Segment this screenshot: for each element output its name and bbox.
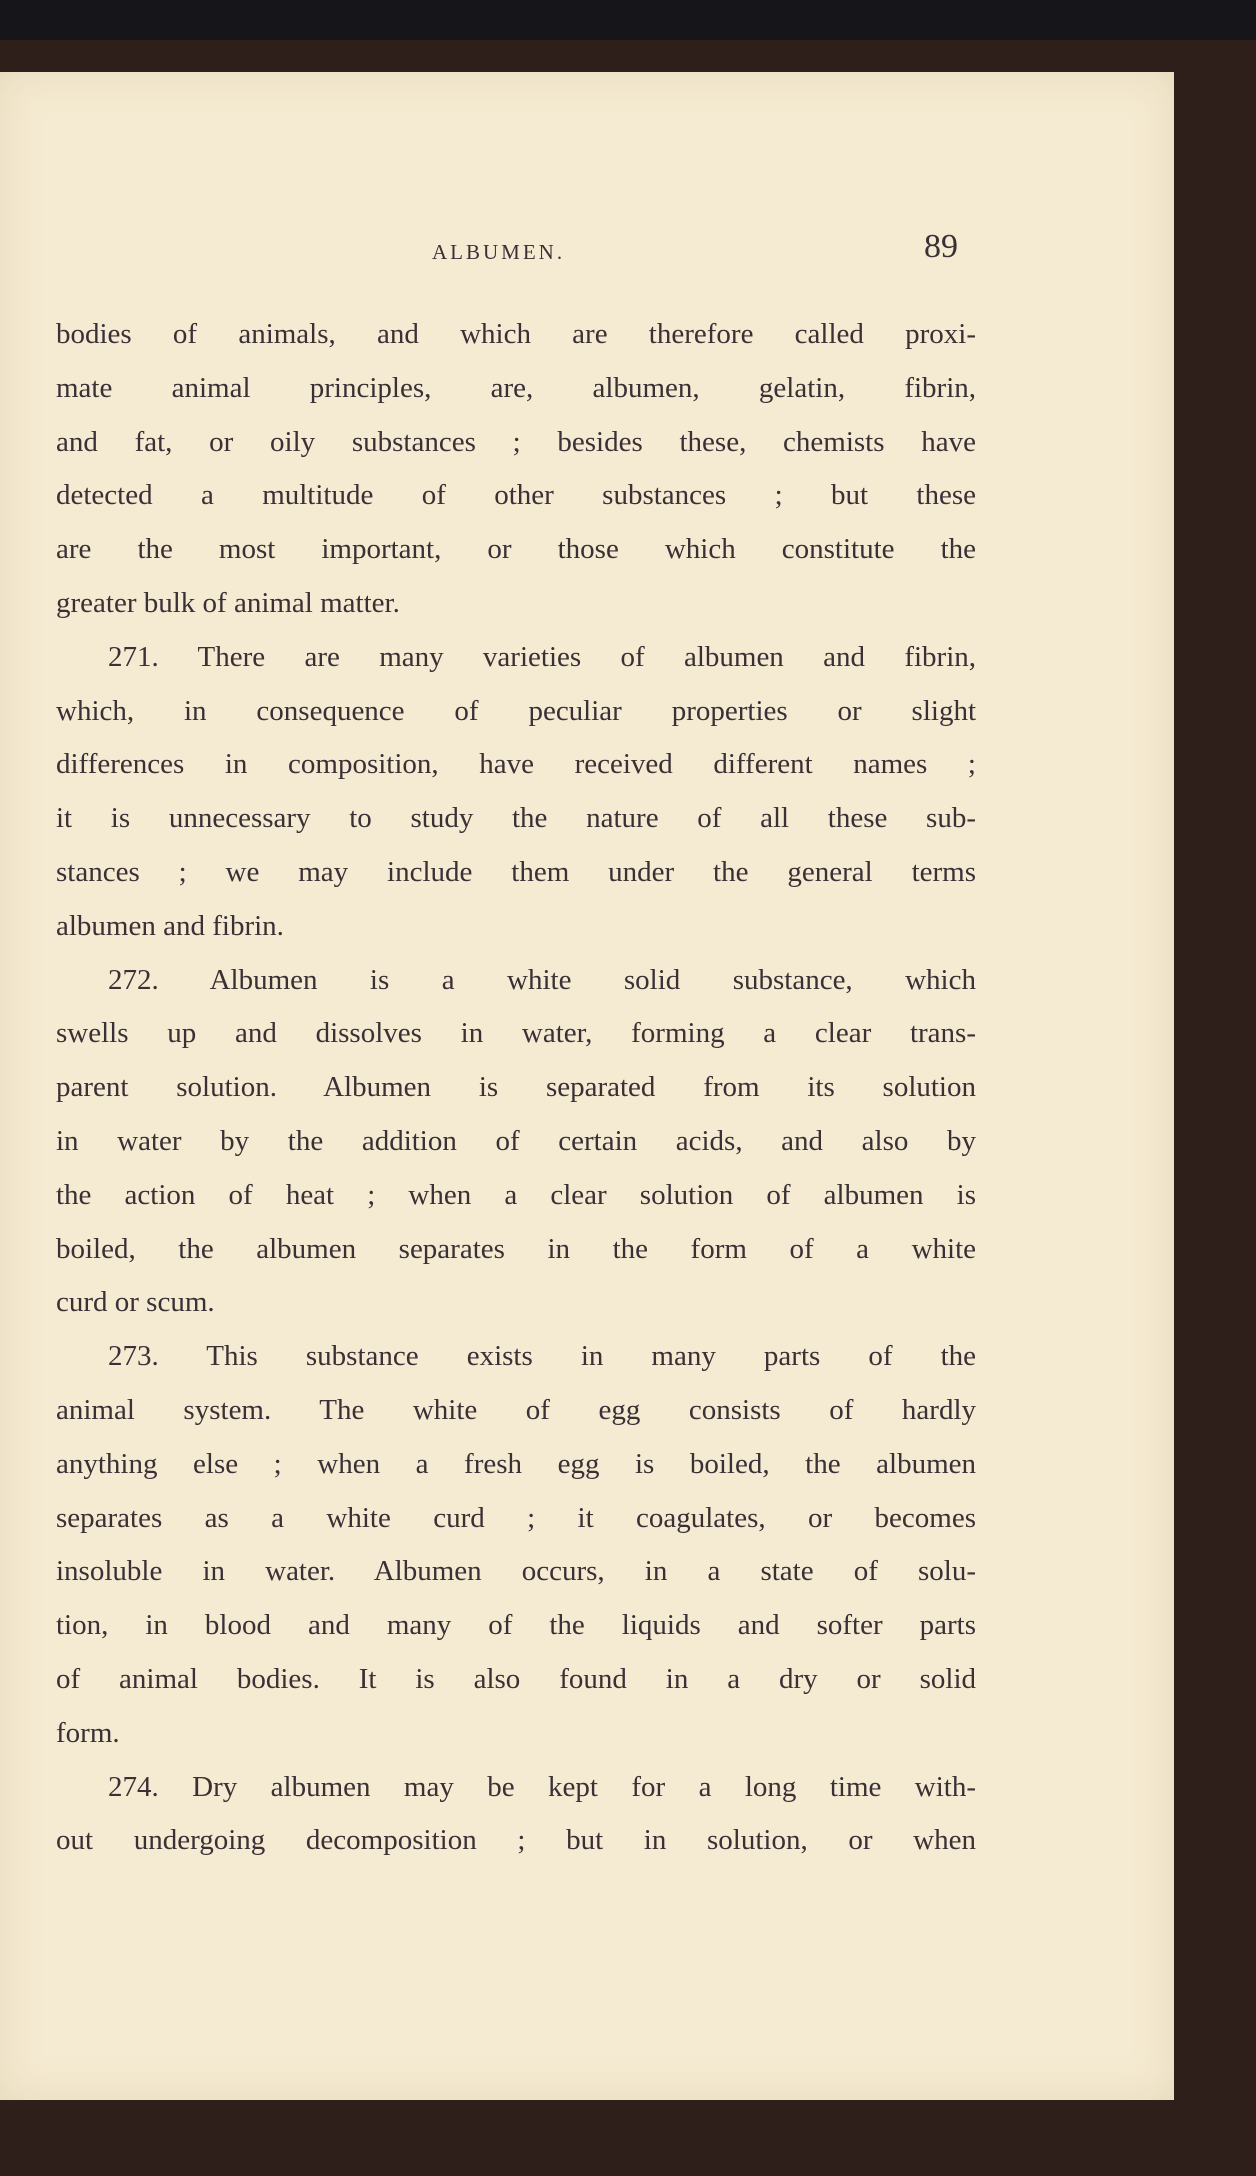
text-line: boiled, the albumen separates in the form of a white xyxy=(56,1232,976,1265)
text-line: stances ; we may include them under the general terms xyxy=(56,855,976,888)
text-line: which, in consequence of peculiar properties or slight xyxy=(56,694,976,727)
text-line: albumen and fibrin. xyxy=(56,909,284,942)
text-line: differences in composition, have received different names ; xyxy=(56,748,976,781)
book-page xyxy=(0,72,1174,2100)
page-number: 89 xyxy=(924,228,958,265)
page-header xyxy=(0,228,1174,272)
text-line: insoluble in water. Albumen occurs, in a state of solu- xyxy=(56,1555,976,1588)
text-line: greater bulk of animal matter. xyxy=(56,586,400,619)
body-text xyxy=(56,308,976,1868)
text-line: 274. Dry albumen may be kept for a long time with- xyxy=(108,1770,976,1803)
text-line: in water by the addition of certain acids, and also by xyxy=(56,1124,976,1157)
text-line: form. xyxy=(56,1716,120,1749)
text-line: swells up and dissolves in water, forming a clear trans- xyxy=(56,1017,976,1050)
text-line: 271. There are many varieties of albumen and fibrin, xyxy=(108,640,976,673)
text-line: the action of heat ; when a clear solution of albumen is xyxy=(56,1178,976,1211)
text-line: detected a multitude of other substances ; but these xyxy=(56,479,976,512)
text-line: tion, in blood and many of the liquids and softer parts xyxy=(56,1609,976,1642)
text-line: curd or scum. xyxy=(56,1286,215,1319)
text-line: are the most important, or those which constitute the xyxy=(56,533,976,566)
text-line: of animal bodies. It is also found in a dry or solid xyxy=(56,1662,976,1695)
text-line: anything else ; when a fresh egg is boiled, the albumen xyxy=(56,1447,976,1480)
text-line: 273. This substance exists in many parts of the xyxy=(108,1340,976,1373)
text-line: animal system. The white of egg consists of hardly xyxy=(56,1393,976,1426)
text-line: separates as a white curd ; it coagulates, or becomes xyxy=(56,1501,976,1534)
text-line: and fat, or oily substances ; besides these, chemists have xyxy=(56,425,976,458)
text-line: out undergoing decomposition ; but in solution, or when xyxy=(56,1824,976,1857)
text-line: mate animal principles, are, albumen, gelatin, fibrin, xyxy=(56,371,976,404)
text-line: parent solution. Albumen is separated from its solution xyxy=(56,1071,976,1104)
text-line: 272. Albumen is a white solid substance, which xyxy=(108,963,976,996)
running-title: ALBUMEN. xyxy=(432,240,566,264)
text-line: bodies of animals, and which are therefore called proxi- xyxy=(56,318,976,350)
text-line: it is unnecessary to study the nature of all these sub- xyxy=(56,802,976,835)
book-cover-edge xyxy=(0,0,1256,40)
